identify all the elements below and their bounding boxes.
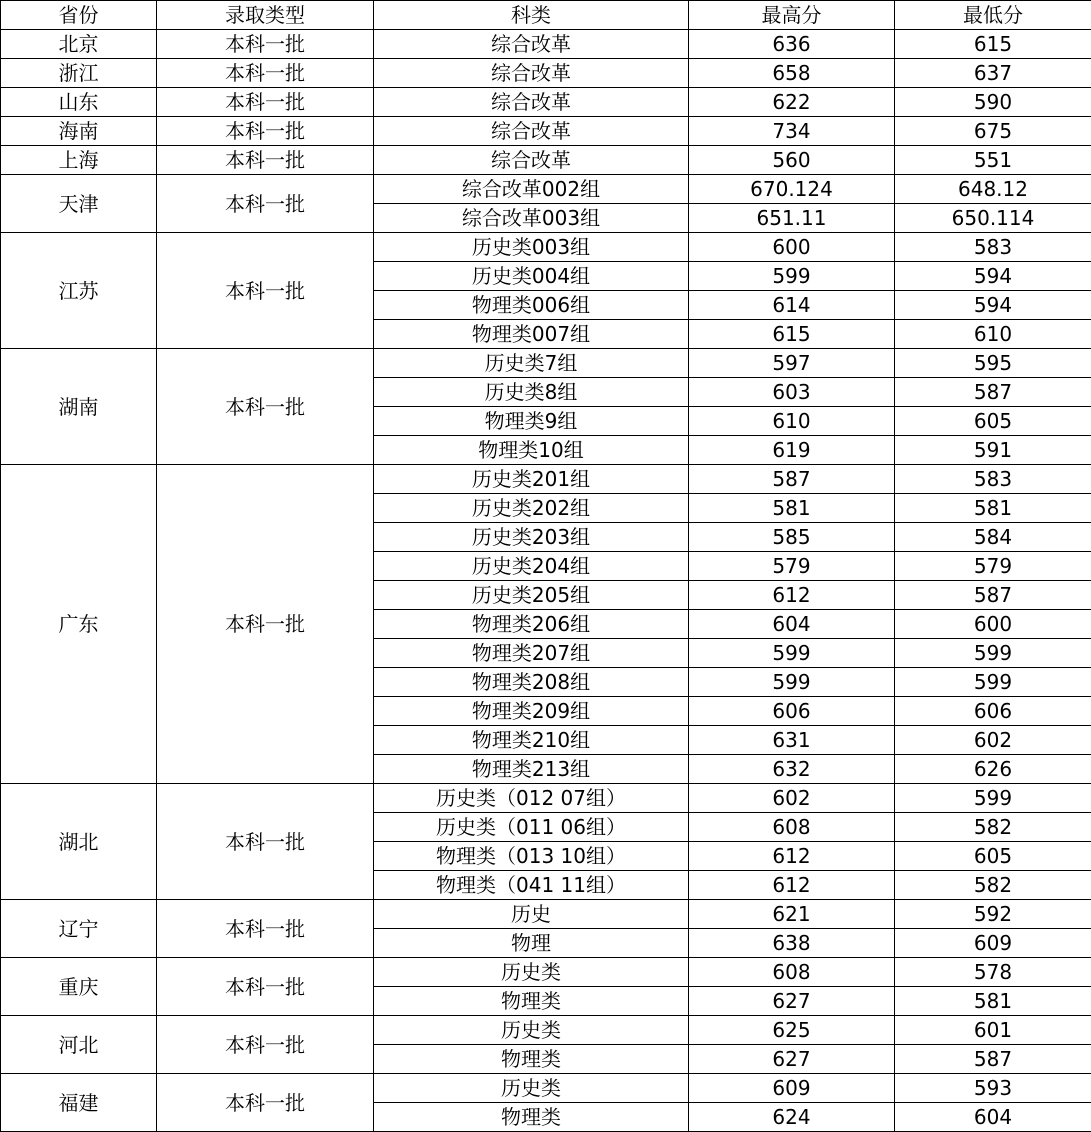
admission-type-cell: 本科一批 [157,958,374,1016]
max-score-cell: 581 [689,494,895,523]
subject-category-cell: 历史类204组 [374,552,689,581]
header-min-score: 最低分 [895,1,1091,30]
min-score-cell: 579 [895,552,1091,581]
max-score-cell: 619 [689,436,895,465]
header-province: 省份 [1,1,157,30]
max-score-cell: 670.124 [689,175,895,204]
min-score-cell: 595 [895,349,1091,378]
max-score-cell: 599 [689,262,895,291]
subject-category-cell: 物理类（013 10组） [374,842,689,871]
min-score-cell: 592 [895,900,1091,929]
subject-category-cell: 历史 [374,900,689,929]
min-score-cell: 599 [895,639,1091,668]
min-score-cell: 599 [895,784,1091,813]
admission-type-cell: 本科一批 [157,784,374,900]
subject-category-cell: 历史类7组 [374,349,689,378]
table-row [1,349,1091,378]
header-admission-type: 录取类型 [157,1,374,30]
min-score-cell: 581 [895,987,1091,1016]
admission-type-cell: 本科一批 [157,900,374,958]
max-score-cell: 636 [689,30,895,59]
table-row [1,465,1091,494]
max-score-cell: 624 [689,1103,895,1132]
min-score-cell: 594 [895,291,1091,320]
min-score-cell: 605 [895,407,1091,436]
min-score-cell: 610 [895,320,1091,349]
admission-type-cell: 本科一批 [157,30,374,59]
subject-category-cell: 综合改革 [374,88,689,117]
table-row [1,1016,1091,1045]
max-score-cell: 651.11 [689,204,895,233]
header-subject-category: 科类 [374,1,689,30]
min-score-cell: 615 [895,30,1091,59]
min-score-cell: 591 [895,436,1091,465]
subject-category-cell: 物理类（041 11组） [374,871,689,900]
subject-category-cell: 历史类003组 [374,233,689,262]
table-row [1,88,1091,117]
subject-category-cell: 历史类202组 [374,494,689,523]
min-score-cell: 602 [895,726,1091,755]
admission-type-cell: 本科一批 [157,117,374,146]
min-score-cell: 609 [895,929,1091,958]
min-score-cell: 650.114 [895,204,1091,233]
province-cell: 北京 [1,30,157,59]
header-max-score: 最高分 [689,1,895,30]
max-score-cell: 604 [689,610,895,639]
max-score-cell: 621 [689,900,895,929]
min-score-cell: 600 [895,610,1091,639]
min-score-cell: 587 [895,581,1091,610]
subject-category-cell: 物理类206组 [374,610,689,639]
subject-category-cell: 物理类210组 [374,726,689,755]
table-row [1,146,1091,175]
subject-category-cell: 综合改革 [374,146,689,175]
max-score-cell: 599 [689,639,895,668]
subject-category-cell: 物理类9组 [374,407,689,436]
subject-category-cell: 物理类208组 [374,668,689,697]
min-score-cell: 637 [895,59,1091,88]
max-score-cell: 614 [689,291,895,320]
subject-category-cell: 物理类213组 [374,755,689,784]
min-score-cell: 599 [895,668,1091,697]
subject-category-cell: 综合改革 [374,30,689,59]
subject-category-cell: 综合改革003组 [374,204,689,233]
subject-category-cell: 物理类007组 [374,320,689,349]
table-row [1,30,1091,59]
max-score-cell: 608 [689,958,895,987]
subject-category-cell: 历史类201组 [374,465,689,494]
max-score-cell: 625 [689,1016,895,1045]
table-row [1,233,1091,262]
province-cell: 浙江 [1,59,157,88]
min-score-cell: 590 [895,88,1091,117]
min-score-cell: 594 [895,262,1091,291]
min-score-cell: 605 [895,842,1091,871]
min-score-cell: 626 [895,755,1091,784]
max-score-cell: 658 [689,59,895,88]
min-score-cell: 587 [895,1045,1091,1074]
province-cell: 重庆 [1,958,157,1016]
admission-type-cell: 本科一批 [157,465,374,784]
subject-category-cell: 历史类（011 06组） [374,813,689,842]
max-score-cell: 622 [689,88,895,117]
province-cell: 广东 [1,465,157,784]
admission-type-cell: 本科一批 [157,59,374,88]
table-row [1,1074,1091,1103]
max-score-cell: 612 [689,871,895,900]
province-cell: 山东 [1,88,157,117]
max-score-cell: 612 [689,581,895,610]
subject-category-cell: 综合改革 [374,117,689,146]
subject-category-cell: 综合改革002组 [374,175,689,204]
max-score-cell: 631 [689,726,895,755]
max-score-cell: 579 [689,552,895,581]
province-cell: 江苏 [1,233,157,349]
min-score-cell: 606 [895,697,1091,726]
max-score-cell: 602 [689,784,895,813]
subject-category-cell: 历史类004组 [374,262,689,291]
max-score-cell: 585 [689,523,895,552]
min-score-cell: 551 [895,146,1091,175]
max-score-cell: 638 [689,929,895,958]
max-score-cell: 600 [689,233,895,262]
subject-category-cell: 物理类 [374,987,689,1016]
province-cell: 河北 [1,1016,157,1074]
min-score-cell: 593 [895,1074,1091,1103]
min-score-cell: 584 [895,523,1091,552]
max-score-cell: 610 [689,407,895,436]
admission-type-cell: 本科一批 [157,146,374,175]
min-score-cell: 587 [895,378,1091,407]
min-score-cell: 604 [895,1103,1091,1132]
max-score-cell: 597 [689,349,895,378]
province-cell: 天津 [1,175,157,233]
admission-type-cell: 本科一批 [157,175,374,233]
min-score-cell: 582 [895,813,1091,842]
min-score-cell: 583 [895,465,1091,494]
max-score-cell: 627 [689,1045,895,1074]
province-cell: 湖北 [1,784,157,900]
province-cell: 辽宁 [1,900,157,958]
subject-category-cell: 历史类 [374,1016,689,1045]
min-score-cell: 601 [895,1016,1091,1045]
table-row [1,784,1091,813]
subject-category-cell: 物理类006组 [374,291,689,320]
max-score-cell: 734 [689,117,895,146]
admission-type-cell: 本科一批 [157,233,374,349]
max-score-cell: 612 [689,842,895,871]
max-score-cell: 609 [689,1074,895,1103]
province-cell: 湖南 [1,349,157,465]
table-row [1,900,1091,929]
min-score-cell: 583 [895,233,1091,262]
subject-category-cell: 历史类 [374,1074,689,1103]
max-score-cell: 608 [689,813,895,842]
subject-category-cell: 历史类203组 [374,523,689,552]
subject-category-cell: 物理 [374,929,689,958]
min-score-cell: 648.12 [895,175,1091,204]
max-score-cell: 632 [689,755,895,784]
min-score-cell: 578 [895,958,1091,987]
min-score-cell: 582 [895,871,1091,900]
admission-type-cell: 本科一批 [157,1074,374,1132]
province-cell: 上海 [1,146,157,175]
table-row [1,175,1091,204]
min-score-cell: 581 [895,494,1091,523]
max-score-cell: 599 [689,668,895,697]
admission-type-cell: 本科一批 [157,88,374,117]
max-score-cell: 606 [689,697,895,726]
subject-category-cell: 物理类 [374,1045,689,1074]
table-row [1,117,1091,146]
province-cell: 海南 [1,117,157,146]
subject-category-cell: 历史类（012 07组） [374,784,689,813]
max-score-cell: 615 [689,320,895,349]
max-score-cell: 627 [689,987,895,1016]
table-row [1,958,1091,987]
table-body [1,30,1091,1132]
subject-category-cell: 物理类10组 [374,436,689,465]
admission-type-cell: 本科一批 [157,1016,374,1074]
header-row [1,1,1091,30]
subject-category-cell: 物理类209组 [374,697,689,726]
table-row [1,59,1091,88]
subject-category-cell: 物理类207组 [374,639,689,668]
max-score-cell: 603 [689,378,895,407]
admission-type-cell: 本科一批 [157,349,374,465]
max-score-cell: 560 [689,146,895,175]
max-score-cell: 587 [689,465,895,494]
province-cell: 福建 [1,1074,157,1132]
min-score-cell: 675 [895,117,1091,146]
subject-category-cell: 物理类 [374,1103,689,1132]
subject-category-cell: 历史类 [374,958,689,987]
subject-category-cell: 历史类205组 [374,581,689,610]
subject-category-cell: 历史类8组 [374,378,689,407]
subject-category-cell: 综合改革 [374,59,689,88]
